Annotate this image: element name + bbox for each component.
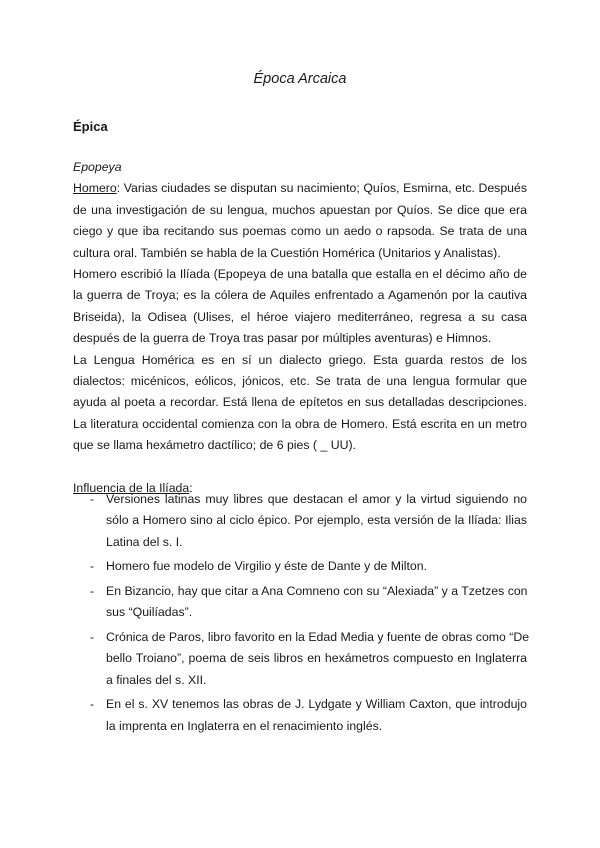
paragraph-line: Homero escribió la Ilíada (Epopeya de una batalla que estalla en el décimo año de — [73, 267, 527, 282]
list-item-line: a finales del s. XII. — [106, 672, 207, 687]
spacer — [73, 457, 527, 478]
paragraph-line: ciego y que iba recitando sus poemas como un aedo o rapsoda. Se trata de una — [73, 224, 527, 239]
list-item — [73, 694, 527, 737]
list-item-line: En el s. XV tenemos las obras de J. Lydgate y William Caxton, que introdujo — [106, 697, 527, 712]
paragraph-lengua — [73, 350, 527, 457]
paragraph-text: : Varias ciudades se disputan su nacimiento; Quíos, Esmirna, etc. Después — [116, 181, 527, 196]
paragraph-line: que se llama hexámetro dactílico; de 6 pies ( _ UU). — [73, 438, 356, 453]
paragraph-line: la guerra de Troya; es la cólera de Aquiles enfrentado a Agamenón por la cautiva — [73, 288, 527, 303]
paragraph-obras — [73, 264, 527, 350]
list-bullet: - — [90, 697, 95, 712]
list-item-line: sólo a Homero sino al ciclo épico. Por ejemplo, esta versión de la Ilíada: Ilias — [106, 513, 527, 528]
body-text — [73, 157, 527, 499]
list-item-line: bello Troiano”, poema de seis libros en hexámetros compuesto en Inglaterra — [106, 651, 527, 666]
list-item-line: Latina del s. I. — [106, 534, 183, 549]
list-item-line: sus “Quilíadas”. — [106, 605, 193, 620]
paragraph-line: Briseida), la Odisea (Ulises, el héroe viajero mediterráneo, regresa a su casa — [73, 309, 527, 324]
influencia-label: Influencia de la Ilíada — [73, 481, 190, 496]
list-bullet: - — [90, 584, 95, 598]
list-bullet: - — [90, 630, 95, 644]
paragraph-line: La Lengua Homérica es en sí un dialecto griego. Esta guarda restos de los — [73, 352, 527, 367]
influencia-colon: : — [189, 481, 193, 496]
paragraph-line: ayuda al poeta a recordar. Está llena de epítetos en sus detalladas descripciones. — [73, 395, 527, 410]
subsection-title: Epopeya — [73, 160, 122, 174]
list-item — [73, 489, 527, 553]
paragraph-homero — [73, 178, 527, 264]
paragraph-line: cultura oral. También se habla de la Cuestión Homérica (Unitarios y Analistas). — [73, 245, 501, 260]
section-heading: Épica — [73, 119, 108, 134]
list-bullet: - — [90, 559, 95, 574]
list-item-line: En Bizancio, hay que citar a Ana Comneno con su “Alexiada” y a Tzetzes con — [106, 584, 528, 598]
list-item — [73, 556, 527, 577]
page-title: Época Arcaica — [253, 71, 347, 87]
list-item — [73, 581, 527, 624]
list-item-line: Crónica de Paros, libro favorito en la Edad Media y fuente de obras como “De — [106, 630, 530, 644]
paragraph-line — [73, 178, 527, 199]
list-item-line: Versiones latinas muy libres que destacan el amor y la virtud siguiendo no — [106, 492, 527, 506]
paragraph-line: dialectos: micénicos, eólicos, jónicos, etc. Se trata de una lengua formular que — [73, 374, 527, 389]
list-item — [73, 627, 530, 691]
paragraph-line: después de la guerra de Troya tras pasar por múltiples aventuras) e Himnos. — [73, 331, 492, 346]
influence-list — [73, 489, 530, 740]
paragraph-line: de una investigación de su lengua, muchos apuestan por Quíos. Se dice que era — [73, 202, 527, 217]
list-item-line: la imprenta en Inglaterra en el renacimiento inglés. — [106, 718, 383, 733]
list-bullet: - — [90, 492, 95, 506]
list-item-line: Homero fue modelo de Virgilio y éste de Dante y de Milton. — [106, 559, 428, 574]
homero-label: Homero — [73, 181, 117, 196]
paragraph-line: La literatura occidental comienza con la obra de Homero. Está escrita en un metro — [73, 416, 527, 431]
